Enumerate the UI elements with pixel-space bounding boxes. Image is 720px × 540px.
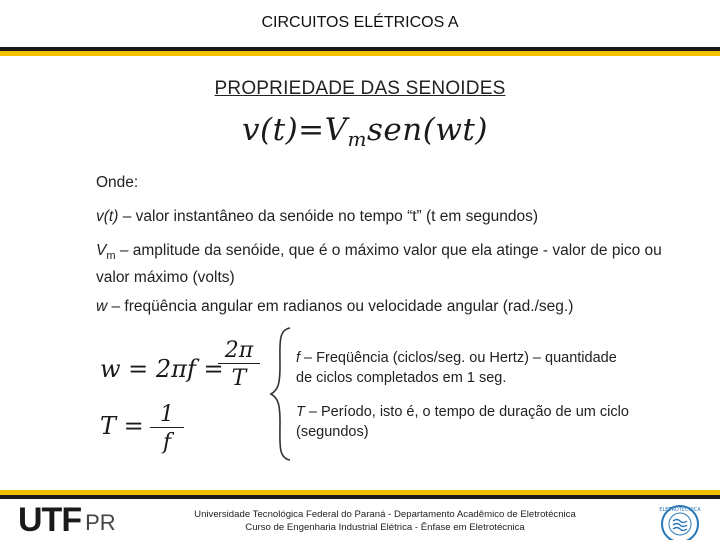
footer-line-2: Curso de Engenharia Industrial Elétrica - Ênfase em Eletrotécnica <box>245 522 525 533</box>
eq-vm: V <box>324 112 348 148</box>
eq-sign: = <box>298 112 325 148</box>
utfpr-logo <box>18 500 116 539</box>
seal-text: ELETROTÉCNICA <box>659 507 701 513</box>
note-term: T <box>296 404 305 420</box>
definition-w <box>96 296 696 317</box>
definition-term: w <box>96 298 108 315</box>
note-frequency <box>296 348 636 388</box>
main-equation <box>242 112 488 151</box>
definition-term: V <box>96 242 107 259</box>
formula-t-numerator: 1 <box>160 402 174 427</box>
formula-w-denominator: T <box>218 363 260 391</box>
formula-w-lhs: w = 2πf = <box>100 355 224 383</box>
formula-t-denominator: f <box>150 427 184 455</box>
definition-text: – freqüência angular em radianos ou velocidade angular (rad./seg.) <box>107 298 574 315</box>
where-label: Onde: <box>96 174 139 191</box>
eq-lhs: v(t) <box>242 112 299 148</box>
footer-text <box>150 508 620 534</box>
bottom-divider <box>0 490 720 499</box>
eq-rhs: sen(wt) <box>367 112 488 148</box>
definition-term: v(t) <box>96 208 119 225</box>
formula-w-numerator: 2π <box>224 338 254 363</box>
eq-vm-sub: m <box>347 127 368 151</box>
formula-w-fraction <box>218 338 260 391</box>
formula-t-fraction <box>150 402 184 455</box>
slide-title: PROPRIEDADE DAS SENOIDES <box>214 78 506 99</box>
definition-text: – valor instantâneo da senóide no tempo “t” (t em segundos) <box>118 208 538 225</box>
note-period <box>296 402 636 442</box>
note-text: – Freqüência (ciclos/seg. ou Hertz) – quantidade de ciclos completados em 1 seg. <box>296 350 617 386</box>
department-seal-icon <box>656 502 704 540</box>
definition-text: – amplitude da senóide, que é o máximo valor que ela atinge - valor de pico ou valor máximo (volts) <box>96 242 662 287</box>
curly-brace-icon <box>268 326 301 462</box>
formula-t-lhs: T = <box>100 412 144 440</box>
note-text: – Período, isto é, o tempo de duração de um ciclo (segundos) <box>296 404 629 440</box>
definition-term-sub: m <box>106 250 116 263</box>
logo-main: UTF <box>18 500 82 539</box>
top-divider <box>0 47 720 56</box>
definition-vt <box>96 206 656 227</box>
definition-vm <box>96 240 696 288</box>
note-term: f <box>296 350 301 366</box>
footer-line-1: Universidade Tecnológica Federal do Paraná - Departamento Acadêmico de Eletrotécnica <box>194 509 576 520</box>
header-title: CIRCUITOS ELÉTRICOS A <box>261 14 459 31</box>
logo-sub: PR <box>85 510 116 535</box>
